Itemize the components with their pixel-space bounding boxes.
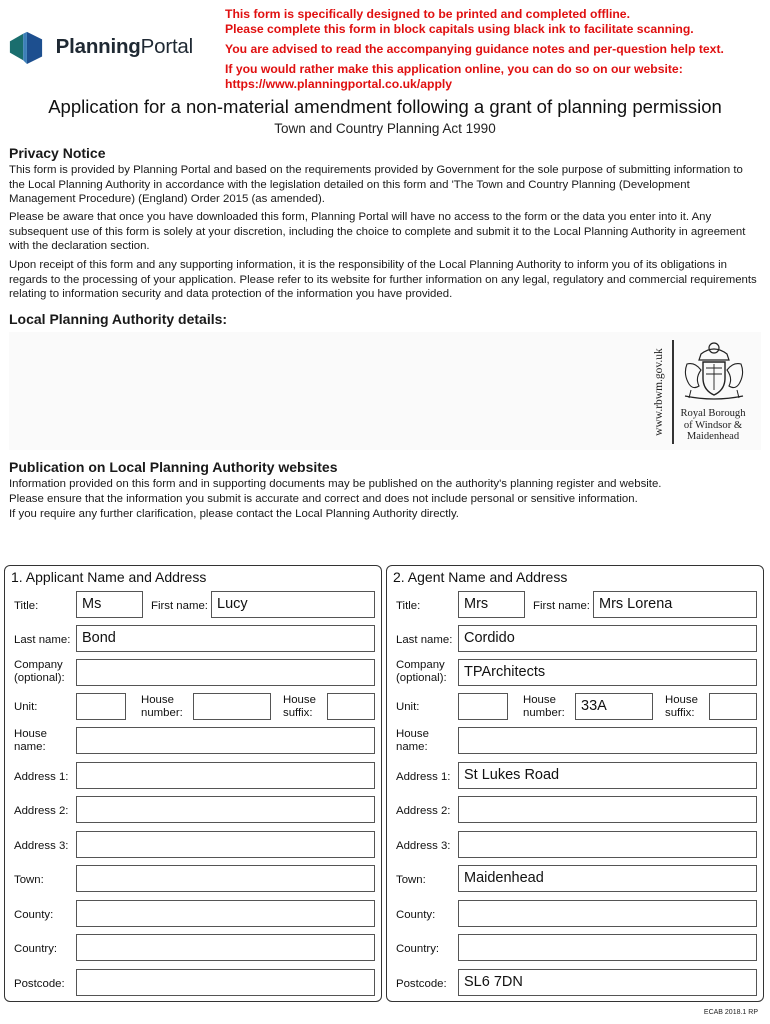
- county-label: County:: [14, 909, 54, 921]
- town-label: Town:: [14, 874, 44, 886]
- page-title: Application for a non-material amendment following a grant of planning permission: [48, 96, 722, 117]
- postcode-label: Postcode:: [396, 978, 447, 990]
- applicant-company-field[interactable]: [76, 659, 375, 686]
- agent-postcode-field[interactable]: SL6 7DN: [458, 969, 757, 996]
- house-name-label: House name:: [396, 728, 429, 753]
- applicant-country-field[interactable]: [76, 934, 375, 961]
- address1-label: Address 1:: [14, 771, 69, 783]
- applicant-title-field[interactable]: Ms: [76, 591, 143, 618]
- applicant-last-name-field[interactable]: Bond: [76, 625, 375, 652]
- publication-line-1: Information provided on this form and in supporting documents may be published on the authority's planning register and website.: [9, 478, 662, 490]
- notice-guidance: You are advised to read the accompanying guidance notes and per-question help text.: [225, 42, 724, 56]
- applicant-postcode-field[interactable]: [76, 969, 375, 996]
- agent-first-name-field[interactable]: Mrs Lorena: [593, 591, 757, 618]
- lpa-website: www.rbwm.gov.uk: [653, 348, 665, 436]
- applicant-county-field[interactable]: [76, 900, 375, 927]
- planning-portal-logo: [8, 26, 193, 68]
- house-number-label: House number:: [141, 694, 183, 719]
- planning-portal-logo-icon: [8, 27, 50, 67]
- last-name-label: Last name:: [14, 634, 71, 646]
- agent-house-number-field[interactable]: 33A: [575, 693, 653, 720]
- applicant-address1-field[interactable]: [76, 762, 375, 789]
- title-label: Title:: [396, 600, 421, 612]
- applicant-panel: [4, 565, 382, 1002]
- lpa-heading: Local Planning Authority details:: [9, 311, 228, 327]
- applicant-address2-field[interactable]: [76, 796, 375, 823]
- unit-label: Unit:: [396, 701, 420, 713]
- notice-offline: This form is specifically designed to be printed and completed offline. Please complete this form in block capitals using black ink to facilitate scanning.: [225, 7, 694, 36]
- address2-label: Address 2:: [396, 805, 451, 817]
- agent-panel: [386, 565, 764, 1002]
- agent-county-field[interactable]: [458, 900, 757, 927]
- agent-last-name-field[interactable]: Cordido: [458, 625, 757, 652]
- address3-label: Address 3:: [14, 840, 69, 852]
- agent-house-name-field[interactable]: [458, 727, 757, 754]
- county-label: County:: [396, 909, 436, 921]
- privacy-paragraph-3: Upon receipt of this form and any supporting information, it is the responsibility of the Local Planning Authority to inform you of its obligations in regards to the processing of your application. Please refer to its website for further information on any legal, regulatory and commercial requirements relating to information security and data protection of the information you have provided.: [9, 259, 757, 301]
- applicant-unit-field[interactable]: [76, 693, 126, 720]
- agent-title-field[interactable]: Mrs: [458, 591, 525, 618]
- agent-address1-field[interactable]: St Lukes Road: [458, 762, 757, 789]
- company-label: Company (optional):: [396, 659, 447, 684]
- agent-address2-field[interactable]: [458, 796, 757, 823]
- privacy-heading: Privacy Notice: [9, 145, 106, 161]
- agent-company-field[interactable]: TPArchitects: [458, 659, 757, 686]
- applicant-first-name-field[interactable]: Lucy: [211, 591, 375, 618]
- address1-label: Address 1:: [396, 771, 451, 783]
- agent-house-suffix-field[interactable]: [709, 693, 757, 720]
- council-crest-icon: [679, 340, 749, 402]
- applicant-house-number-field[interactable]: [193, 693, 271, 720]
- applicant-house-name-field[interactable]: [76, 727, 375, 754]
- agent-address3-field[interactable]: [458, 831, 757, 858]
- applicant-heading: 1. Applicant Name and Address: [11, 569, 207, 585]
- country-label: Country:: [396, 943, 440, 955]
- first-name-label: First name:: [151, 600, 208, 612]
- privacy-paragraph-1: This form is provided by Planning Portal and based on the requirements provided by Government for the sole purpose of submitting information to the Local Planning Authority in accordance with the legislation detailed on this form and 'The Town and Country Planning (Development Management Procedure) (England) Order 2015 (as amended).: [9, 164, 743, 206]
- applicant-town-field[interactable]: [76, 865, 375, 892]
- unit-label: Unit:: [14, 701, 38, 713]
- last-name-label: Last name:: [396, 634, 453, 646]
- agent-heading: 2. Agent Name and Address: [393, 569, 568, 585]
- agent-town-field[interactable]: Maidenhead: [458, 865, 757, 892]
- house-number-label: House number:: [523, 694, 565, 719]
- address2-label: Address 2:: [14, 805, 69, 817]
- agent-country-field[interactable]: [458, 934, 757, 961]
- applicant-house-suffix-field[interactable]: [327, 693, 375, 720]
- publication-line-2: Please ensure that the information you submit is accurate and correct and does not include personal or sensitive information.: [9, 493, 638, 505]
- applicant-address3-field[interactable]: [76, 831, 375, 858]
- form-reference: ECAB 2018.1 RP: [703, 1009, 758, 1016]
- page-subtitle: Town and Country Planning Act 1990: [274, 121, 496, 136]
- country-label: Country:: [14, 943, 58, 955]
- house-name-label: House name:: [14, 728, 47, 753]
- publication-heading: Publication on Local Planning Authority websites: [9, 459, 338, 475]
- agent-unit-field[interactable]: [458, 693, 508, 720]
- address3-label: Address 3:: [396, 840, 451, 852]
- postcode-label: Postcode:: [14, 978, 65, 990]
- first-name-label: First name:: [533, 600, 590, 612]
- notice-online: If you would rather make this application online, you can do so on our website: https://www.planningportal.co.uk/apply: [225, 62, 683, 91]
- company-label: Company (optional):: [14, 659, 65, 684]
- house-suffix-label: House suffix:: [665, 694, 698, 719]
- town-label: Town:: [396, 874, 426, 886]
- logo-text: PlanningPortal: [55, 35, 193, 58]
- title-label: Title:: [14, 600, 39, 612]
- publication-line-3: If you require any further clarification, please contact the Local Planning Authority directly.: [9, 508, 459, 520]
- house-suffix-label: House suffix:: [283, 694, 316, 719]
- privacy-paragraph-2: Please be aware that once you have downloaded this form, Planning Portal will have no access to the form or the data you enter into it. Any subsequent use of this form is solely at your discretion, including the choice to complete and submit it to the Local Planning Authority in agreement with the declaration section.: [9, 211, 746, 253]
- council-name: Royal Borough of Windsor & Maidenhead: [680, 408, 746, 442]
